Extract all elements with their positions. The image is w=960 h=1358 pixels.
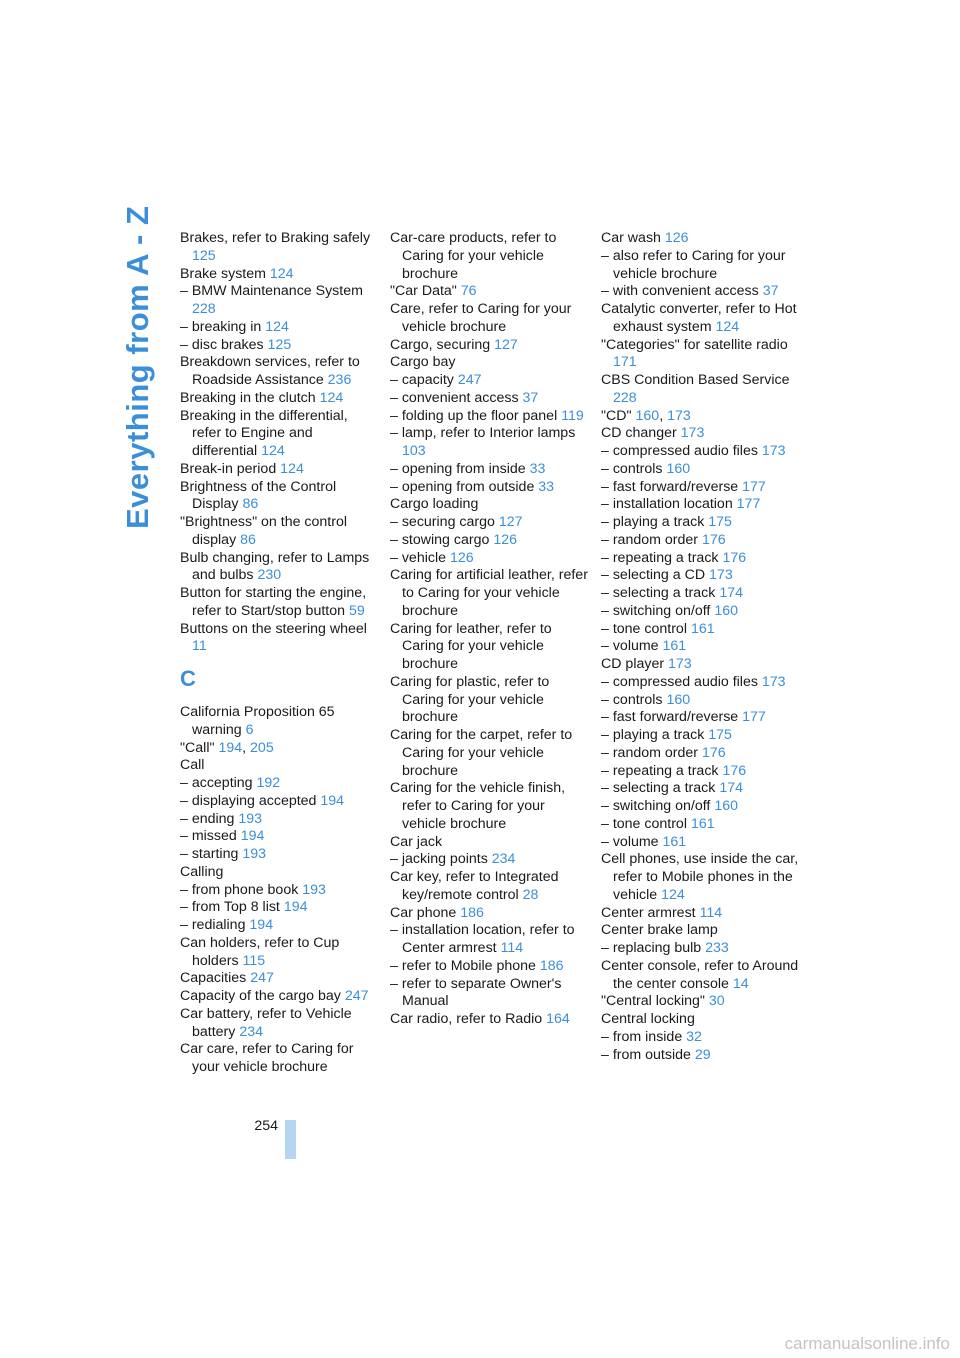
- page-ref-link[interactable]: 177: [736, 496, 761, 513]
- entry-text: – random order: [601, 531, 698, 548]
- page-ref-link[interactable]: 76: [460, 283, 477, 300]
- entry-text: – opening from inside: [390, 460, 526, 477]
- entry-text: – repeating a track: [601, 549, 719, 566]
- entry-text: Brakes, refer to Braking safely: [180, 230, 371, 246]
- entry-text: – ending: [180, 810, 235, 827]
- page-ref-link[interactable]: 194: [240, 828, 265, 845]
- entry-text: Buttons on the steering wheel: [180, 620, 367, 637]
- page-ref-link[interactable]: 124: [715, 318, 740, 335]
- entry-text: Center console, refer to Around the center console: [601, 957, 799, 992]
- entry-text: Breakdown services, refer to Roadside Assistance: [180, 354, 360, 388]
- index-entry: [601, 514, 801, 532]
- entry-text: – playing a track: [601, 514, 705, 530]
- entry-text: Cargo loading: [390, 496, 479, 513]
- page-separator: ,: [659, 407, 664, 424]
- page-ref-link[interactable]: 193: [302, 881, 326, 898]
- entry-text: "Call": [180, 739, 215, 756]
- page-ref-link[interactable]: 194: [320, 792, 345, 809]
- page-ref-link[interactable]: 174: [719, 585, 743, 601]
- entry-text: Break-in period: [180, 460, 277, 477]
- page-ref-link[interactable]: 125: [267, 336, 292, 353]
- entry-text: Capacities: [180, 970, 247, 987]
- entry-text: – selecting a track: [601, 780, 716, 797]
- index-entry: [390, 567, 590, 620]
- page-ref-link[interactable]: 29: [694, 1046, 711, 1063]
- entry-text: – from phone book: [180, 881, 299, 898]
- index-entry: [180, 704, 380, 740]
- side-title: [118, 205, 158, 529]
- page-ref-link[interactable]: 124: [661, 886, 685, 903]
- index-entry: [180, 970, 380, 988]
- index-entry: [390, 301, 590, 337]
- page-ref-link[interactable]: 176: [722, 762, 747, 779]
- index-entry: [180, 1041, 380, 1077]
- index-entry: [180, 390, 380, 408]
- index-entry: [390, 390, 590, 408]
- index-entry: [601, 585, 801, 603]
- index-entry: [180, 408, 380, 461]
- entry-text: – from Top 8 list: [180, 899, 280, 916]
- entry-text: Car jack: [390, 833, 443, 850]
- side-title-text: Everything from A - Z: [120, 205, 155, 529]
- entry-text: – disc brakes: [180, 336, 264, 353]
- index-entry: [390, 425, 590, 461]
- page-ref-link[interactable]: 115: [242, 952, 266, 969]
- entry-text: Breaking in the differential, refer to Engine and differential: [180, 407, 348, 459]
- index-entry: [180, 917, 380, 935]
- index-entry: [601, 851, 801, 904]
- index-entry: [390, 621, 590, 674]
- page-ref-link[interactable]: 247: [344, 988, 369, 1004]
- index-entry: [601, 816, 801, 834]
- page-ref-link[interactable]: 186: [539, 957, 564, 974]
- page-ref-link[interactable]: 124: [319, 389, 344, 406]
- entry-text: – selecting a CD: [601, 567, 706, 584]
- page-ref-link[interactable]: 11: [192, 638, 207, 655]
- index-entry: [601, 372, 801, 408]
- entry-text: – folding up the floor panel: [390, 407, 558, 424]
- index-entry: [180, 899, 380, 917]
- index-entry: [601, 496, 801, 514]
- index-entry: [390, 479, 590, 497]
- page-ref-link[interactable]: 124: [265, 318, 289, 335]
- page-ref-link[interactable]: 33: [538, 478, 555, 495]
- page-ref-link[interactable]: 126: [449, 549, 474, 566]
- page-ref-link[interactable]: 6: [245, 721, 254, 738]
- page-ref-link[interactable]: 193: [242, 846, 266, 862]
- index-entry: [601, 532, 801, 550]
- page-ref-link[interactable]: 194: [249, 917, 274, 933]
- index-entry: [601, 780, 801, 798]
- entry-text: – missed: [180, 828, 237, 845]
- page-ref-link[interactable]: 192: [256, 775, 281, 791]
- index-entry: [180, 337, 380, 355]
- entry-text: Can holders, refer to Cup holders: [180, 934, 340, 969]
- index-entry: [390, 408, 590, 426]
- index-entry: [180, 988, 380, 1006]
- entry-text: Brightness of the Control Display: [180, 478, 337, 513]
- entry-text: – securing cargo: [390, 514, 495, 530]
- entry-text: Brake system: [180, 265, 266, 282]
- page-ref-link[interactable]: 234: [491, 851, 516, 868]
- page-ref-link[interactable]: 186: [460, 904, 484, 921]
- entry-text: – volume: [601, 833, 659, 850]
- index-entry: [390, 496, 590, 514]
- entry-text: Car care, refer to Caring for your vehicle brochure: [180, 1041, 354, 1075]
- index-entry: [180, 479, 380, 515]
- page-ref-link[interactable]: 160: [635, 407, 660, 424]
- page-ref-link[interactable]: 126: [664, 230, 689, 246]
- index-entry: [601, 727, 801, 745]
- entry-text: – lamp, refer to Interior lamps: [390, 425, 576, 442]
- entry-text: – also refer to Caring for your vehicle brochure: [601, 247, 786, 282]
- index-entry: [390, 532, 590, 550]
- entry-text: – random order: [601, 744, 698, 761]
- index-entry: [601, 692, 801, 710]
- page-ref-link[interactable]: 247: [250, 970, 274, 987]
- index-entry: [390, 283, 590, 301]
- index-entry: [180, 793, 380, 811]
- index-entry: [601, 230, 801, 248]
- entry-text: Caring for artificial leather, refer to Caring for your vehicle brochure: [390, 567, 588, 619]
- entry-text: Breaking in the clutch: [180, 389, 316, 406]
- entry-text: Center armrest: [601, 904, 696, 921]
- section-letter: C: [180, 666, 196, 691]
- index-column-3: [601, 230, 801, 1064]
- page-ref-link[interactable]: 127: [494, 336, 518, 353]
- index-entry: [180, 757, 380, 775]
- entry-text: Car-care products, refer to Caring for your vehicle brochure: [390, 230, 557, 282]
- index-entry: [390, 869, 590, 905]
- index-entry: [180, 1006, 380, 1042]
- entry-text: "Central locking": [601, 993, 705, 1010]
- index-entry: [180, 550, 380, 586]
- page-ref-link[interactable]: 173: [667, 407, 691, 424]
- page-ref-link[interactable]: 173: [680, 425, 705, 442]
- index-entry: [601, 638, 801, 656]
- index-entry: [390, 922, 590, 958]
- entry-text: – from outside: [601, 1046, 691, 1063]
- entry-text: – compressed audio files: [601, 673, 758, 690]
- index-entry: [180, 621, 380, 657]
- entry-text: Bulb changing, refer to Lamps and bulbs: [180, 549, 370, 584]
- index-entry: [601, 337, 801, 373]
- page-ref-link[interactable]: 177: [742, 709, 766, 726]
- entry-text: – installation location, refer to Center armrest: [390, 922, 575, 956]
- page-ref-link[interactable]: 86: [240, 531, 256, 548]
- index-entry: [601, 993, 801, 1011]
- index-entry: [180, 811, 380, 829]
- index-entry: [601, 656, 801, 674]
- entry-text: Catalytic converter, refer to Hot exhaust system: [601, 301, 797, 335]
- entry-text: Caring for the carpet, refer to Caring for your vehicle brochure: [390, 727, 573, 779]
- page-ref-link[interactable]: 177: [742, 478, 766, 495]
- page-ref-link[interactable]: 194: [283, 899, 308, 916]
- index-entry: [601, 425, 801, 443]
- index-entry: [390, 550, 590, 568]
- entry-text: – controls: [601, 460, 663, 477]
- entry-text: – accepting: [180, 775, 253, 791]
- page-ref-link[interactable]: 228: [192, 301, 216, 317]
- page-ref-link[interactable]: 173: [709, 567, 733, 584]
- entry-text: CBS Condition Based Service: [601, 372, 790, 388]
- page-ref-link[interactable]: 228: [613, 389, 637, 406]
- page-ref-link[interactable]: 114: [699, 904, 723, 921]
- entry-text: Caring for plastic, refer to Caring for your vehicle brochure: [390, 673, 550, 726]
- index-entry: [601, 301, 801, 337]
- index-entry: [390, 780, 590, 833]
- page-ref-link[interactable]: 119: [561, 407, 584, 424]
- index-entry: [390, 834, 590, 852]
- entry-text: – compressed audio files: [601, 443, 758, 459]
- page-ref-link[interactable]: 86: [242, 496, 259, 513]
- index-entry: [180, 230, 380, 266]
- watermark: carmanualsonline.info: [784, 1334, 950, 1353]
- entry-text: Care, refer to Caring for your vehicle brochure: [390, 301, 572, 335]
- entry-text: – installation location: [601, 496, 733, 513]
- page-ref-link[interactable]: 176: [701, 744, 726, 761]
- index-entry: [601, 1047, 801, 1065]
- entry-text: CD player: [601, 656, 665, 672]
- index-column-1: [180, 230, 380, 1077]
- page-ref-link[interactable]: 176: [701, 531, 726, 548]
- entry-text: – replacing bulb: [601, 940, 702, 956]
- page-ref-link[interactable]: 124: [269, 265, 294, 282]
- entry-text: "CD": [601, 407, 632, 424]
- entry-text: Caring for the vehicle finish, refer to Caring for your vehicle brochure: [390, 780, 566, 832]
- entry-text: – redialing: [180, 917, 246, 933]
- page-ref-link[interactable]: 236: [327, 372, 352, 388]
- entry-text: Car phone: [390, 904, 457, 921]
- entry-text: Cargo, securing: [390, 336, 491, 353]
- index-entry: [601, 798, 801, 816]
- entry-text: Call: [180, 757, 205, 774]
- index-entry: [390, 674, 590, 727]
- page-ref-link[interactable]: 124: [280, 460, 304, 477]
- entry-text: – tone control: [601, 620, 687, 637]
- page-ref-link[interactable]: 193: [238, 810, 263, 827]
- entry-text: Cargo bay: [390, 354, 456, 371]
- index-entry: [180, 461, 380, 479]
- entry-text: Center brake lamp: [601, 922, 718, 939]
- entry-text: Central locking: [601, 1011, 695, 1027]
- entry-text: – capacity: [390, 372, 454, 388]
- index-entry: [390, 337, 590, 355]
- index-entry: [601, 922, 801, 940]
- index-entry: [601, 905, 801, 923]
- page-ref-link[interactable]: 114: [500, 940, 524, 956]
- page-ref-link[interactable]: 171: [613, 354, 637, 371]
- page-ref-link[interactable]: 173: [761, 443, 786, 459]
- entry-text: – selecting a track: [601, 585, 716, 601]
- index-entry: [390, 1011, 590, 1029]
- entry-text: Car radio, refer to Radio: [390, 1011, 543, 1027]
- page-ref-link[interactable]: 14: [732, 975, 749, 992]
- page-ref-link[interactable]: 124: [261, 443, 285, 459]
- index-entry: [180, 585, 380, 621]
- index-entry: [390, 354, 590, 372]
- index-entry: [601, 567, 801, 585]
- page-ref-link[interactable]: 160: [714, 798, 738, 814]
- page-ref-link[interactable]: 173: [761, 673, 786, 690]
- entry-text: Cell phones, use inside the car, refer to Mobile phones in the vehicle: [601, 851, 799, 903]
- page-ref-link[interactable]: 37: [762, 283, 779, 300]
- entry-text: Car battery, refer to Vehicle battery: [180, 1005, 352, 1040]
- entry-text: Button for starting the engine, refer to Start/stop button: [180, 585, 367, 619]
- index-entry: [390, 461, 590, 479]
- page-ref-link[interactable]: 176: [722, 549, 747, 566]
- entry-text: "Car Data": [390, 283, 457, 300]
- entry-text: – tone control: [601, 815, 687, 832]
- page-ref-link[interactable]: 125: [192, 247, 216, 264]
- page-ref-link[interactable]: 161: [662, 833, 687, 850]
- page-ref-link[interactable]: 230: [257, 567, 282, 584]
- index-entry: [601, 550, 801, 568]
- page-ref-link[interactable]: 194: [218, 739, 243, 756]
- entry-text: – BMW Maintenance System: [180, 283, 363, 300]
- entry-text: – fast forward/reverse: [601, 478, 739, 495]
- index-entry: [390, 514, 590, 532]
- index-entry: [601, 621, 801, 639]
- page-ref-link[interactable]: 164: [546, 1011, 570, 1027]
- page-ref-link[interactable]: 205: [250, 739, 274, 756]
- page-ref-link[interactable]: 30: [708, 993, 725, 1010]
- index-entry: [601, 834, 801, 852]
- page-ref-link[interactable]: 59: [348, 602, 365, 619]
- page-ref-link[interactable]: 37: [522, 389, 539, 406]
- index-entry: [180, 775, 380, 793]
- entry-text: Car wash: [601, 230, 661, 246]
- entry-text: – stowing cargo: [390, 531, 490, 548]
- entry-text: Capacity of the cargo bay: [180, 988, 341, 1004]
- entry-text: – repeating a track: [601, 762, 719, 779]
- entry-text: – fast forward/reverse: [601, 709, 739, 726]
- index-entry: [601, 1011, 801, 1029]
- page-ref-link[interactable]: 247: [457, 372, 482, 388]
- entry-text: – playing a track: [601, 727, 705, 743]
- entry-text: – volume: [601, 638, 659, 655]
- page-ref-link[interactable]: 160: [714, 602, 738, 619]
- entry-text: – vehicle: [390, 549, 446, 566]
- entry-text: – breaking in: [180, 318, 262, 335]
- index-entry: [390, 727, 590, 780]
- index-entry: [180, 935, 380, 971]
- index-entry: [390, 851, 590, 869]
- page-ref-link[interactable]: 32: [686, 1028, 702, 1045]
- page-bar: [285, 1120, 296, 1159]
- index-entry: [180, 828, 380, 846]
- index-entry: [601, 709, 801, 727]
- index-entry: [601, 443, 801, 461]
- index-entry: [390, 372, 590, 390]
- index-entry: [601, 283, 801, 301]
- index-entry: [601, 674, 801, 692]
- index-entry: [601, 408, 801, 426]
- index-entry: [601, 1029, 801, 1047]
- index-entry: [180, 882, 380, 900]
- page-ref-link[interactable]: 161: [690, 620, 715, 637]
- entry-text: – convenient access: [390, 389, 519, 406]
- page-ref-link[interactable]: 160: [666, 460, 691, 477]
- page-ref-link[interactable]: 175: [708, 514, 732, 530]
- index-entry: [180, 846, 380, 864]
- index-entry: [601, 603, 801, 621]
- entry-text: "Categories" for satellite radio: [601, 336, 788, 353]
- index-entry: [390, 976, 590, 1012]
- entry-text: – switching on/off: [601, 602, 711, 619]
- index-entry: [180, 740, 380, 758]
- page-ref-link[interactable]: 160: [666, 691, 691, 708]
- index-entry: [601, 958, 801, 994]
- index-entry: [390, 230, 590, 283]
- index-entry: [180, 319, 380, 337]
- page-ref-link[interactable]: 126: [493, 531, 517, 548]
- entry-text: California Proposition 65 warning: [180, 704, 335, 738]
- entry-text: – refer to Mobile phone: [390, 957, 536, 974]
- entry-text: "Brightness" on the control display: [180, 514, 348, 548]
- page-ref-link[interactable]: 173: [668, 656, 692, 672]
- entry-text: – with convenient access: [601, 283, 759, 300]
- entry-text: – controls: [601, 691, 663, 708]
- index-entry: [390, 905, 590, 923]
- index-entry: [601, 248, 801, 284]
- index-entry: [180, 283, 380, 319]
- entry-text: Calling: [180, 863, 224, 880]
- entry-text: – refer to separate Owner's Manual: [390, 975, 562, 1010]
- index-entry: [601, 745, 801, 763]
- entry-text: – from inside: [601, 1028, 683, 1045]
- entry-text: CD changer: [601, 425, 677, 442]
- index-entry: [601, 461, 801, 479]
- entry-text: – jacking points: [390, 851, 488, 868]
- index-entry: [180, 864, 380, 882]
- index-entry: [180, 266, 380, 284]
- index-entry: [390, 958, 590, 976]
- entry-text: Caring for leather, refer to Caring for your vehicle brochure: [390, 620, 552, 672]
- entry-text: Car key, refer to Integrated key/remote control: [390, 869, 559, 903]
- page-ref-link[interactable]: 161: [690, 815, 715, 832]
- index-entry: [180, 354, 380, 390]
- page-number: 254: [254, 1118, 278, 1134]
- entry-text: – starting: [180, 846, 239, 862]
- index-entry: [601, 940, 801, 958]
- page-ref-link[interactable]: 174: [719, 780, 743, 797]
- page-ref-link[interactable]: 103: [402, 443, 426, 459]
- page-ref-link[interactable]: 233: [705, 940, 729, 956]
- entry-text: – opening from outside: [390, 478, 535, 495]
- index-entry: [601, 479, 801, 497]
- page-ref-link[interactable]: 234: [239, 1023, 263, 1040]
- page-ref-link[interactable]: 33: [529, 460, 546, 477]
- index-entry: [601, 763, 801, 781]
- page-ref-link[interactable]: 161: [662, 638, 687, 655]
- page-ref-link[interactable]: 127: [498, 514, 523, 530]
- entry-text: – switching on/off: [601, 798, 711, 814]
- page-ref-link[interactable]: 175: [708, 727, 732, 743]
- index-entry: [180, 514, 380, 550]
- entry-text: – displaying accepted: [180, 792, 317, 809]
- index-column-2: [390, 230, 590, 1029]
- page-ref-link[interactable]: 28: [522, 886, 539, 903]
- page-separator: ,: [242, 739, 247, 756]
